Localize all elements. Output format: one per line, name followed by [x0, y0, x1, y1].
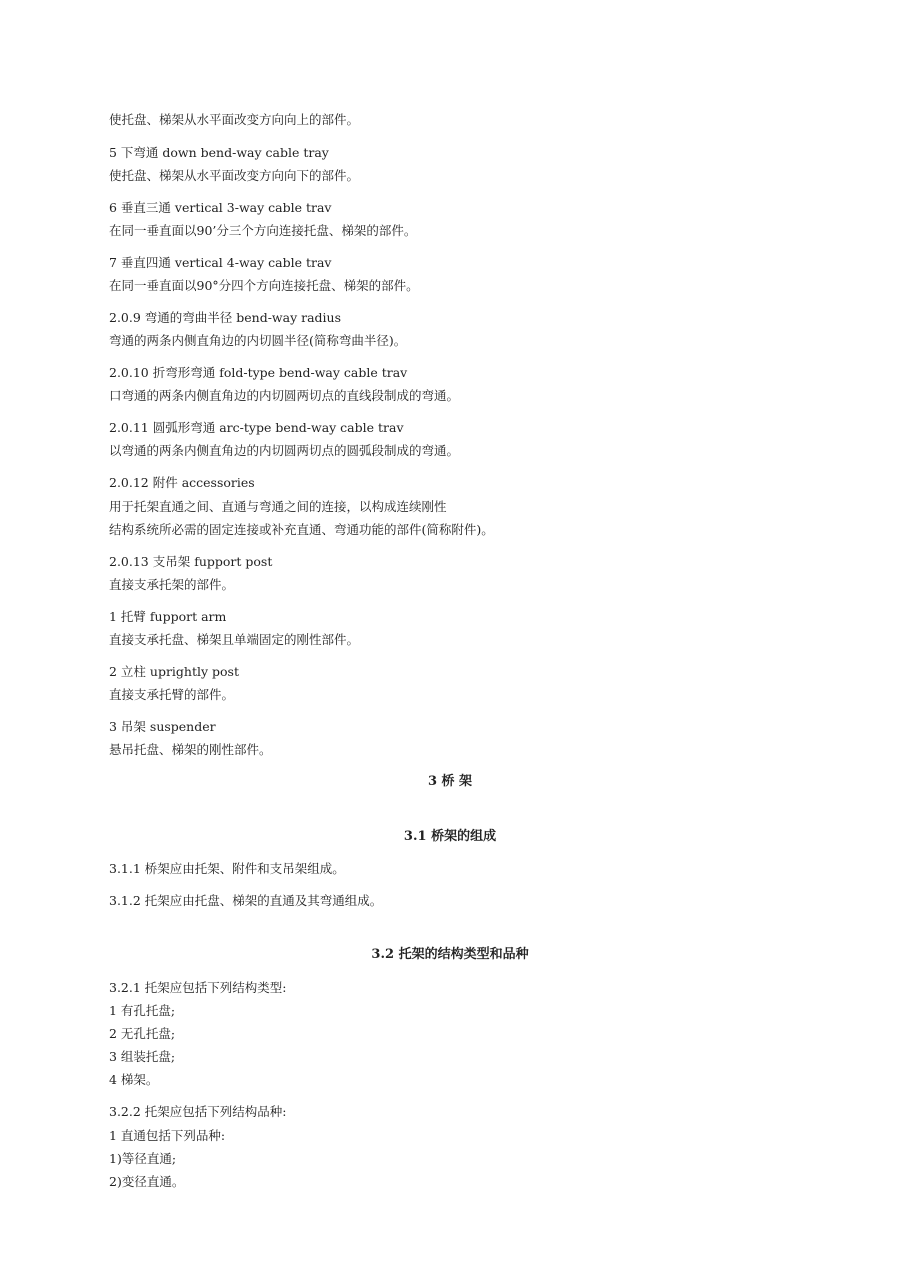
text-line: 2 立柱 uprightly post [109, 664, 239, 679]
text-line: 2.0.10 折弯形弯通 fold-type bend-way cable trav [109, 365, 408, 380]
text-line: 3 组装托盘; [109, 1049, 176, 1064]
text-line: 1)等径直通; [109, 1151, 177, 1166]
text-line: 2.0.12 附件 accessories [109, 475, 255, 490]
text-line: 1 直通包括下列品种: [109, 1128, 226, 1143]
text-line: 6 垂直三通 vertical 3-way cable trav [109, 200, 332, 215]
text-line: 3.1.1 桥架应由托架、附件和支吊架组成。 [109, 861, 345, 876]
text-line: 2.0.9 弯通的弯曲半径 bend-way radius [109, 310, 342, 325]
text-line: 2.0.11 圆弧形弯通 arc-type bend-way cable trav [109, 420, 404, 435]
text-line: 结构系统所必需的固定连接或补充直通、弯通功能的部件(简称附件)。 [109, 522, 494, 537]
text-line: 1 托臂 fupport arm [109, 609, 227, 624]
text-line: 3.2.2 托架应包括下列结构品种: [109, 1104, 287, 1119]
text-line: 1 有孔托盘; [109, 1003, 176, 1018]
text-line: 口弯通的两条内侧直角边的内切圆两切点的直线段制成的弯通。 [109, 388, 460, 403]
text-line: 以弯通的两条内侧直角边的内切圆两切点的圆弧段制成的弯通。 [109, 443, 460, 458]
text-line: 用于托架直通之间、直通与弯通之间的连接，以构成连续刚性 [109, 499, 447, 514]
text-line: 直接支承托架的部件。 [109, 577, 235, 592]
text-line: 2)变径直通。 [109, 1174, 185, 1189]
chapter-heading: 3 桥 架 [427, 774, 473, 789]
text-line: 3 吊架 suspender [109, 719, 216, 734]
text-line: 2 无孔托盘; [109, 1026, 176, 1041]
text-line: 直接支承托盘、梯架且单端固定的刚性部件。 [109, 632, 360, 647]
text-line: 直接支承托臂的部件。 [109, 687, 235, 702]
text-line: 3.1.2 托架应由托盘、梯架的直通及其弯通组成。 [109, 893, 383, 908]
section-heading: 3.2 托架的结构类型和品种 [371, 947, 529, 962]
section-heading: 3.1 桥架的组成 [403, 829, 497, 844]
text-line: 3.2.1 托架应包括下列结构类型: [109, 980, 287, 995]
text-line: 在同一垂直面以90’分三个方向连接托盘、梯架的部件。 [109, 223, 417, 238]
text-line: 使托盘、梯架从水平面改变方向向上的部件。 [109, 112, 360, 127]
text-line: 7 垂直四通 vertical 4-way cable trav [109, 255, 332, 270]
text-line: 2.0.13 支吊架 fupport post [109, 554, 273, 569]
text-line: 使托盘、梯架从水平面改变方向向下的部件。 [109, 168, 360, 183]
text-line: 在同一垂直面以90°分四个方向连接托盘、梯架的部件。 [109, 278, 419, 293]
text-line: 弯通的两条内侧直角边的内切圆半径(简称弯曲半径)。 [109, 333, 407, 348]
text-line: 5 下弯通 down bend-way cable tray [109, 145, 329, 160]
text-line: 4 梯架。 [109, 1072, 159, 1087]
text-line: 悬吊托盘、梯架的刚性部件。 [109, 742, 272, 757]
